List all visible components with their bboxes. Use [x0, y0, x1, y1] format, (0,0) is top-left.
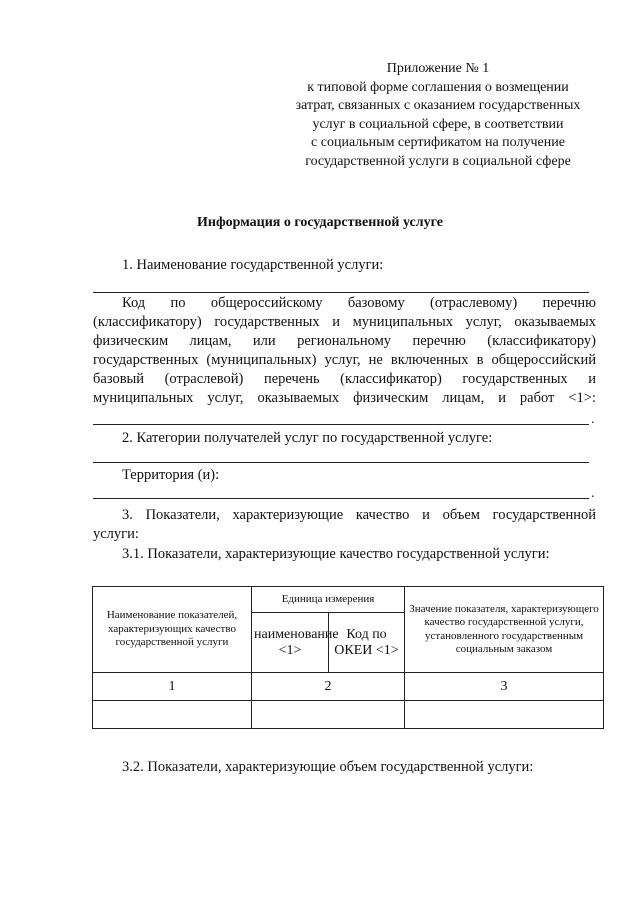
code-paragraph-line: Код по общероссийскому базовому (отраслевому) перечню	[122, 295, 596, 311]
quality-indicators-heading: 3.1. Показатели, характеризующие качество государственной услуги:	[122, 546, 550, 562]
territory-line	[93, 498, 589, 499]
table-cell-empty	[252, 701, 405, 729]
header-indicator-value: Значение показателя, характеризующего качество государственной услуги, установленного государственным социальным заказом	[405, 587, 604, 673]
code-paragraph-line: (классификатору) государственных и муниципальных услуг, оказываемых	[93, 314, 596, 330]
header-unit-name: наименование <1>	[252, 613, 329, 673]
annex-header	[270, 60, 606, 172]
column-number-1: 1	[93, 673, 252, 701]
annex-line: с социальным сертификатом на получение	[311, 135, 565, 151]
indicators-heading-cont: услуги:	[93, 526, 139, 542]
territory-line-period: .	[591, 486, 595, 501]
volume-indicators-heading: 3.2. Показатели, характеризующие объем государственной услуги:	[122, 759, 534, 775]
code-paragraph-line: физическим лицам, или региональному перечню (классификатору)	[93, 333, 596, 349]
document-title: Информация о государственной услуге	[197, 215, 443, 230]
indicators-heading: 3. Показатели, характеризующие качество и объем государственной	[122, 507, 596, 523]
code-paragraph-line: муниципальных услуг, оказываемых физическим лицам, и работ <1>:	[93, 390, 596, 406]
table-cell-empty	[93, 701, 252, 729]
service-name-heading: 1. Наименование государственной услуги:	[122, 257, 384, 273]
quality-indicators-table	[92, 586, 604, 729]
column-number-3: 3	[405, 673, 604, 701]
header-unit-okei: Код по ОКЕИ <1>	[329, 613, 405, 673]
annex-line: затрат, связанных с оказанием государственных	[295, 98, 581, 114]
annex-number: Приложение № 1	[386, 61, 490, 76]
code-paragraph-line: базовый (отраслевой) перечень (классификатор) государственных и	[93, 371, 596, 387]
header-unit: Единица измерения	[252, 587, 405, 613]
code-line-period: .	[591, 412, 595, 427]
code-line	[93, 424, 589, 425]
recipients-heading: 2. Категории получателей услуг по государственной услуге:	[122, 430, 493, 446]
service-name-line	[93, 292, 589, 293]
code-paragraph-line: государственных (муниципальных) услуг, не включенных в общероссийский	[93, 352, 596, 368]
territory-label: Территория (и):	[122, 467, 220, 483]
annex-line: к типовой форме соглашения о возмещении	[307, 79, 569, 95]
annex-line: услуг в социальной сфере, в соответствии	[312, 116, 564, 132]
table-cell-empty	[405, 701, 604, 729]
annex-line: государственной услуги в социальной сфере	[305, 153, 571, 169]
recipients-line	[93, 462, 589, 463]
column-number-2: 2	[252, 673, 405, 701]
header-indicator-names: Наименование показателей, характеризующих качество государственной услуги	[93, 587, 252, 673]
